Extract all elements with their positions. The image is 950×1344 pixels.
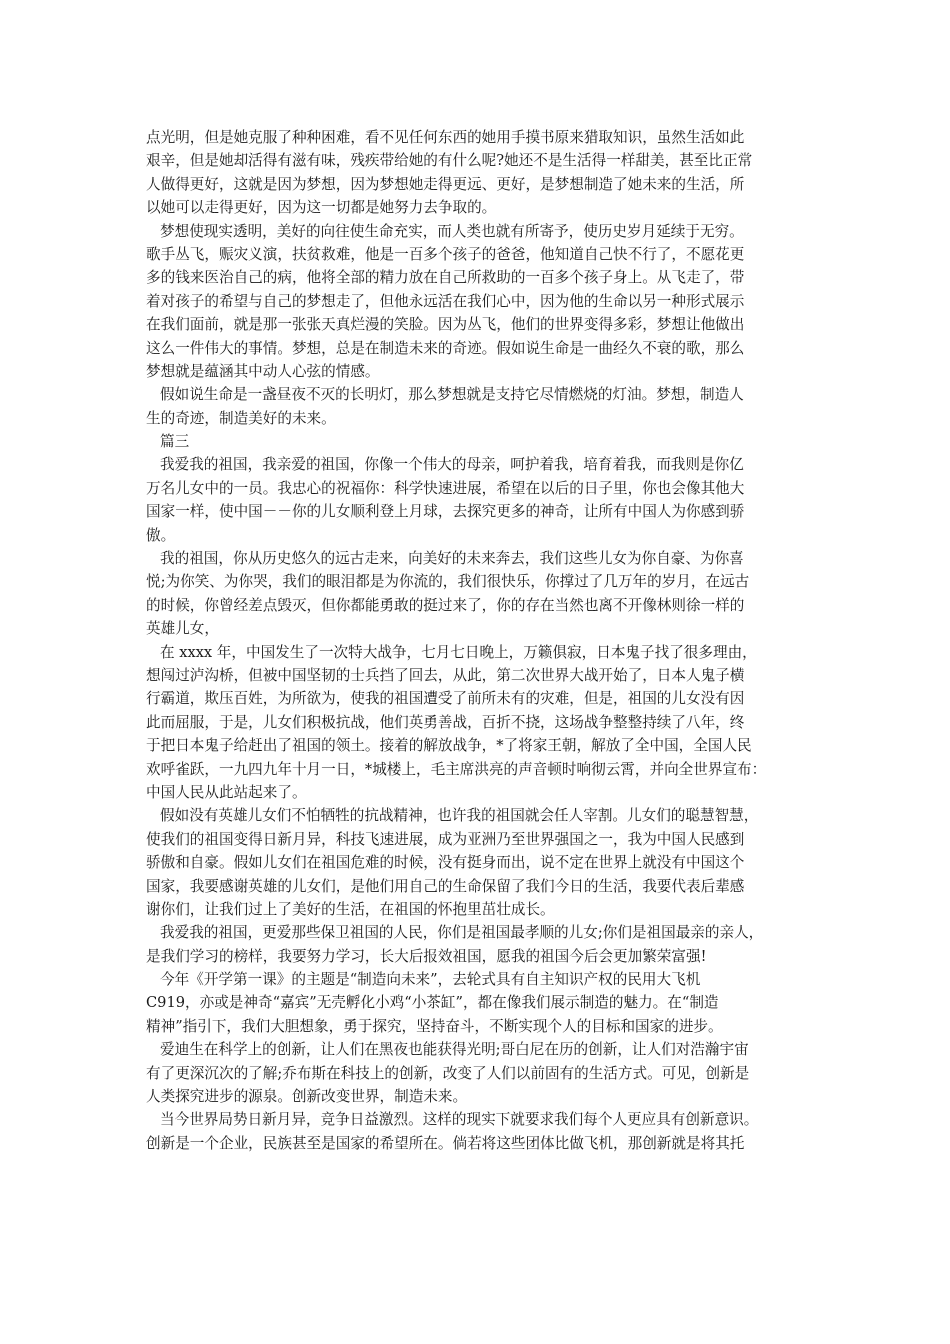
- text-line: 谢你们，让我们过上了美好的生活，在祖国的怀抱里茁壮成长。: [146, 900, 555, 918]
- text-line: 我爱我的祖国，我亲爱的祖国，你像一个伟大的母亲，呵护着我，培育着我，而我则是你亿: [160, 456, 744, 474]
- text-line: 人类探究进步的源泉。创新改变世界，制造未来。: [146, 1088, 468, 1106]
- text-line: 想闯过泸沟桥，但被中国坚韧的士兵挡了回去，从此，第二次世界大战开始了，日本人鬼子横: [146, 666, 745, 684]
- text-line: 人做得更好，这就是因为梦想，因为梦想她走得更远、更好，是梦想制造了她未来的生活，所: [146, 175, 745, 193]
- text-line: 是我们学习的榜样，我要努力学习，长大后报效祖国，愿我的祖国今后会更加繁荣富强!: [146, 947, 707, 965]
- text-line: 爱迪生在科学上的创新，让人们在黑夜也能获得光明;哥白尼在历的创新，让人们对浩瀚宇宙: [160, 1041, 749, 1059]
- text-line: 多的钱来医治自己的病，他将全部的精力放在自己所救助的一百多个孩子身上。从飞走了，带: [146, 269, 745, 287]
- text-line: 傲。: [146, 526, 176, 544]
- text-line: 欢呼雀跃，一九四九年十月一日，*城楼上，毛主席洪亮的声音顿时响彻云霄，并向全世界宣布：: [146, 760, 767, 778]
- text-line: 悦;为你笑、为你哭，我们的眼泪都是为你流的，我们很快乐，你撑过了几万年的岁月，在远古: [146, 573, 750, 591]
- text-line: 当今世界局势日新月异，竞争日益激烈。这样的现实下就要求我们每个人更应具有创新意识。: [160, 1111, 759, 1129]
- text-line: 点光明，但是她克服了种种困难，看不见任何东西的她用手摸书原来猎取知识，虽然生活如此: [146, 129, 745, 146]
- text-line: C919，亦或是神奇“嘉宾”无壳孵化小鸡“小茶缸”，都在像我们展示制造的魅力。在“制造: [146, 994, 719, 1012]
- text-line: 中国人民从此站起来了。: [146, 783, 307, 801]
- text-line: 篇三: [160, 433, 190, 451]
- text-line: 此而屈服，于是，儿女们积极抗战，他们英勇善战，百折不挠，这场战争整整持续了八年，终: [146, 713, 745, 731]
- text-line: 在 xxxx 年，中国发生了一次特大战争，七月七日晚上，万籁俱寂，日本鬼子找了很多理由，: [160, 643, 757, 661]
- text-line: 有了更深沉次的了解;乔布斯在科技上的创新，改变了人们以前固有的生活方式。可见，创新是: [146, 1064, 750, 1082]
- text-line: 创新是一个企业，民族甚至是国家的希望所在。倘若将这些团体比做飞机，那创新就是将其托: [146, 1134, 745, 1152]
- text-line: 国家，我要感谢英雄的儿女们，是他们用自己的生命保留了我们今日的生活，我要代表后辈感: [146, 877, 745, 895]
- text-line: 假如没有英雄儿女们不怕牺牲的抗战精神，也许我的祖国就会任人宰割。儿女们的聪慧智慧，: [160, 807, 759, 825]
- text-line: 梦想使现实透明，美好的向往使生命充实，而人类也就有所寄予，使历史岁月延续于无穷。: [160, 222, 744, 240]
- text-line: 精神”指引下，我们大胆想象，勇于探究，坚持奋斗，不断实现个人的目标和国家的进步。: [146, 1017, 723, 1035]
- text-line: 在我们面前，就是那一张张天真烂漫的笑脸。因为丛飞，他们的世界变得多彩，梦想让他做出: [146, 316, 745, 334]
- text-line: 以她可以走得更好，因为这一切都是她努力去争取的。: [146, 199, 497, 217]
- text-line: 这么一件伟大的事情。梦想，总是在制造未来的奇迹。假如说生命是一曲经久不衰的歌，那么: [146, 339, 745, 357]
- text-line: 歌手丛飞，赈灾义演，扶贫救难，他是一百多个孩子的爸爸，他知道自己快不行了，不愿花更: [146, 245, 745, 263]
- text-line: 我爱我的祖国，更爱那些保卫祖国的人民，你们是祖国最孝顺的儿女;你们是祖国最亲的亲人，: [160, 924, 764, 942]
- text-line: 使我们的祖国变得日新月异，科技飞速进展，成为亚洲乃至世界强国之一，我为中国人民感到: [146, 830, 745, 848]
- text-line: 骄傲和自豪。假如儿女们在祖国危难的时候，没有挺身而出，说不定在世界上就没有中国这个: [146, 854, 745, 872]
- text-line: 生的奇迹，制造美好的未来。: [146, 409, 336, 427]
- text-line: 着对孩子的希望与自己的梦想走了，但他永远活在我们心中，因为他的生命以另一种形式展示: [146, 292, 745, 310]
- text-line: 于把日本鬼子给赶出了祖国的领土。接着的解放战争，*了将家王朝，解放了全中国，全国人民: [146, 737, 752, 755]
- text-line: 假如说生命是一盏昼夜不灭的长明灯，那么梦想就是支持它尽情燃烧的灯油。梦想，制造人: [160, 386, 744, 404]
- document-body: [146, 126, 818, 1155]
- text-line: 我的祖国，你从历史悠久的远古走来，向美好的未来奔去，我们这些儿女为你自豪、为你喜: [160, 550, 744, 568]
- text-line: 行霸道，欺压百姓，为所欲为，使我的祖国遭受了前所未有的灾难，但是，祖国的儿女没有因: [146, 690, 745, 708]
- text-line: 国家一样，使中国－－你的儿女顺利登上月球，去探究更多的神奇，让所有中国人为你感到骄: [146, 503, 745, 521]
- text-line: 艰辛，但是她却活得有滋有味，残疾带给她的有什么呢?她还不是生活得一样甜美，甚至比正常: [146, 152, 753, 170]
- text-line: 的时候，你曾经差点毁灭，但你都能勇敢的挺过来了，你的存在当然也离不开像林则徐一样的: [146, 596, 745, 614]
- text-line: 今年《开学第一课》的主题是“制造向未来”，去轮式具有自主知识产权的民用大飞机: [160, 971, 701, 989]
- text-line: 梦想就是蕴涵其中动人心弦的情感。: [146, 362, 380, 380]
- text-line: 万名儿女中的一员。我忠心的祝福你：科学快速进展，希望在以后的日子里，你也会像其他大: [146, 479, 745, 497]
- text-line: 英雄儿女，: [146, 620, 219, 638]
